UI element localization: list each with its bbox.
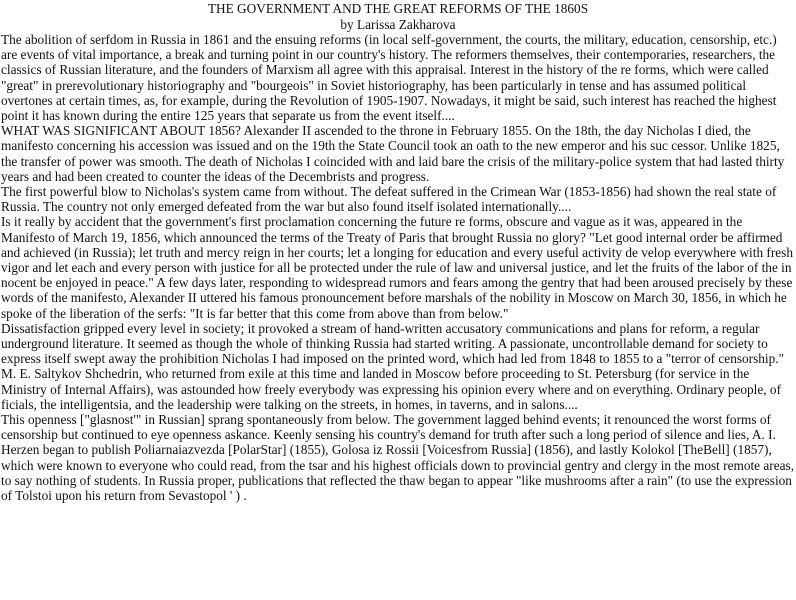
paragraph-glasnost: This openness ["glasnost'" in Russian] sprang spontaneously from below. The government lagged behind events; it renounced the worst forms of censorship but continued to eye openness askance. Keenly sensing his country's demand for truth after such a long period of silence and lies, A. I. Herzen began to publish Poliarnaiazvezda [PolarStar] (1855), Golosa iz Rossii [Voicesfrom Russia] (1856), and lastly Kolokol [TheBell] (1857), which were known to everyone who could read, from the tsar and his highest officials down to provincial gentry and clergy in the most remote areas, to say nothing of students. In Russia proper, publications that reflected the thaw began to appear "like mushrooms after a rain" (to use the expression of Tolstoi upon his return from Sevastopol ' ) .: [1, 412, 795, 504]
paragraph-significance-1856: WHAT WAS SIGNIFICANT ABOUT 1856? Alexander II ascended to the throne in February 1855. On the 18th, the day Nicholas I died, the manifesto concerning his accession was issued and on the 19th the State Council took an oath to the new emperor and his suc cessor. Unlike 1825, the transfer of power was smooth. The death of Nicholas I coincided with and laid bare the crisis of the military-police system that had lasted thirty years and had been created to counter the ideas of the Decembrists and progress.: [1, 123, 785, 184]
paragraph-crimean-war: The first powerful blow to Nicholas's system came from without. The defeat suffered in the Crimean War (1853-1856) had shown the real state of Russia. The country not only emerged defeated from the war but also found itself isolated internationally....: [1, 184, 777, 215]
document-title: THE GOVERNMENT AND THE GREAT REFORMS OF THE 1860S: [207, 1, 589, 16]
paragraph-manifesto: Is it really by accident that the government's first proclamation concerning the future re forms, obscure and vague as it was, appeared in the Manifesto of March 19, 1856, which announced the terms of the Treaty of Paris that brought Russia no glory? "Let good internal order be affirmed and achieved (in Russia); let truth and mercy reign in her courts; let a longing for education and every useful activity de velop everywhere with fresh vigor and let each and every person with justice for all be protected under the rule of law and universal justice, and let the fruits of the labor of the in nocent be enjoyed in peace." A few days later, responding to widespread rumors and fears among the gentry that had been aroused precisely by these words of the manifesto, Alexander II uttered his famous pronouncement before marshals of the nobility in Moscow on March 30, 1856, in which he spoke of the liberation of the serfs: "It is far better that this come from above than from below.": [1, 214, 794, 321]
document-byline: by Larissa Zakharova: [340, 16, 456, 32]
paragraph-dissatisfaction: Dissatisfaction gripped every level in society; it provoked a stream of hand-written accusatory communications and plans for reform, a regular underground literature. It seemed as though the whole of thinking Russia had started writing. A passionate, uncontrollable demand for society to express itself swept away the prohibition Nicholas I had imposed on the printed word, which had led from 1848 to 1855 to a "terror of censorship." M. E. Saltykov Shchedrin, who returned from exile at this time and landed in Moscow before proceeding to St. Petersburg (for service in the Ministry of Internal Affairs), was astounded how freely everybody was expressing his opinion every where and on everything. Ordinary people, of ficials, the intelligentsia, and the leadership were talking on the streets, in homes, in taverns, and in salons....: [1, 320, 785, 412]
paragraph-abolition: The abolition of serfdom in Russia in 1861 and the ensuing reforms (in local self-government, the courts, the military, education, censorship, etc.) are events of vital importance, a break and turning point in our country's history. The reformers themselves, their contemporaries, researchers, the classics of Russian literature, and the founders of Marxism all agree with this appraisal. Interest in the history of the re forms, which were called "great" in prerevolutionary historiography and "bourgeois" in Soviet historiography, has been particularly in tense and has assumed political overtones at certain times, as, for example, during the Revolution of 1905-1907. Nowadays, it might be said, such interest has reached the highest point it has known during the entire 125 years that separate us from the event itself....: [1, 32, 777, 124]
